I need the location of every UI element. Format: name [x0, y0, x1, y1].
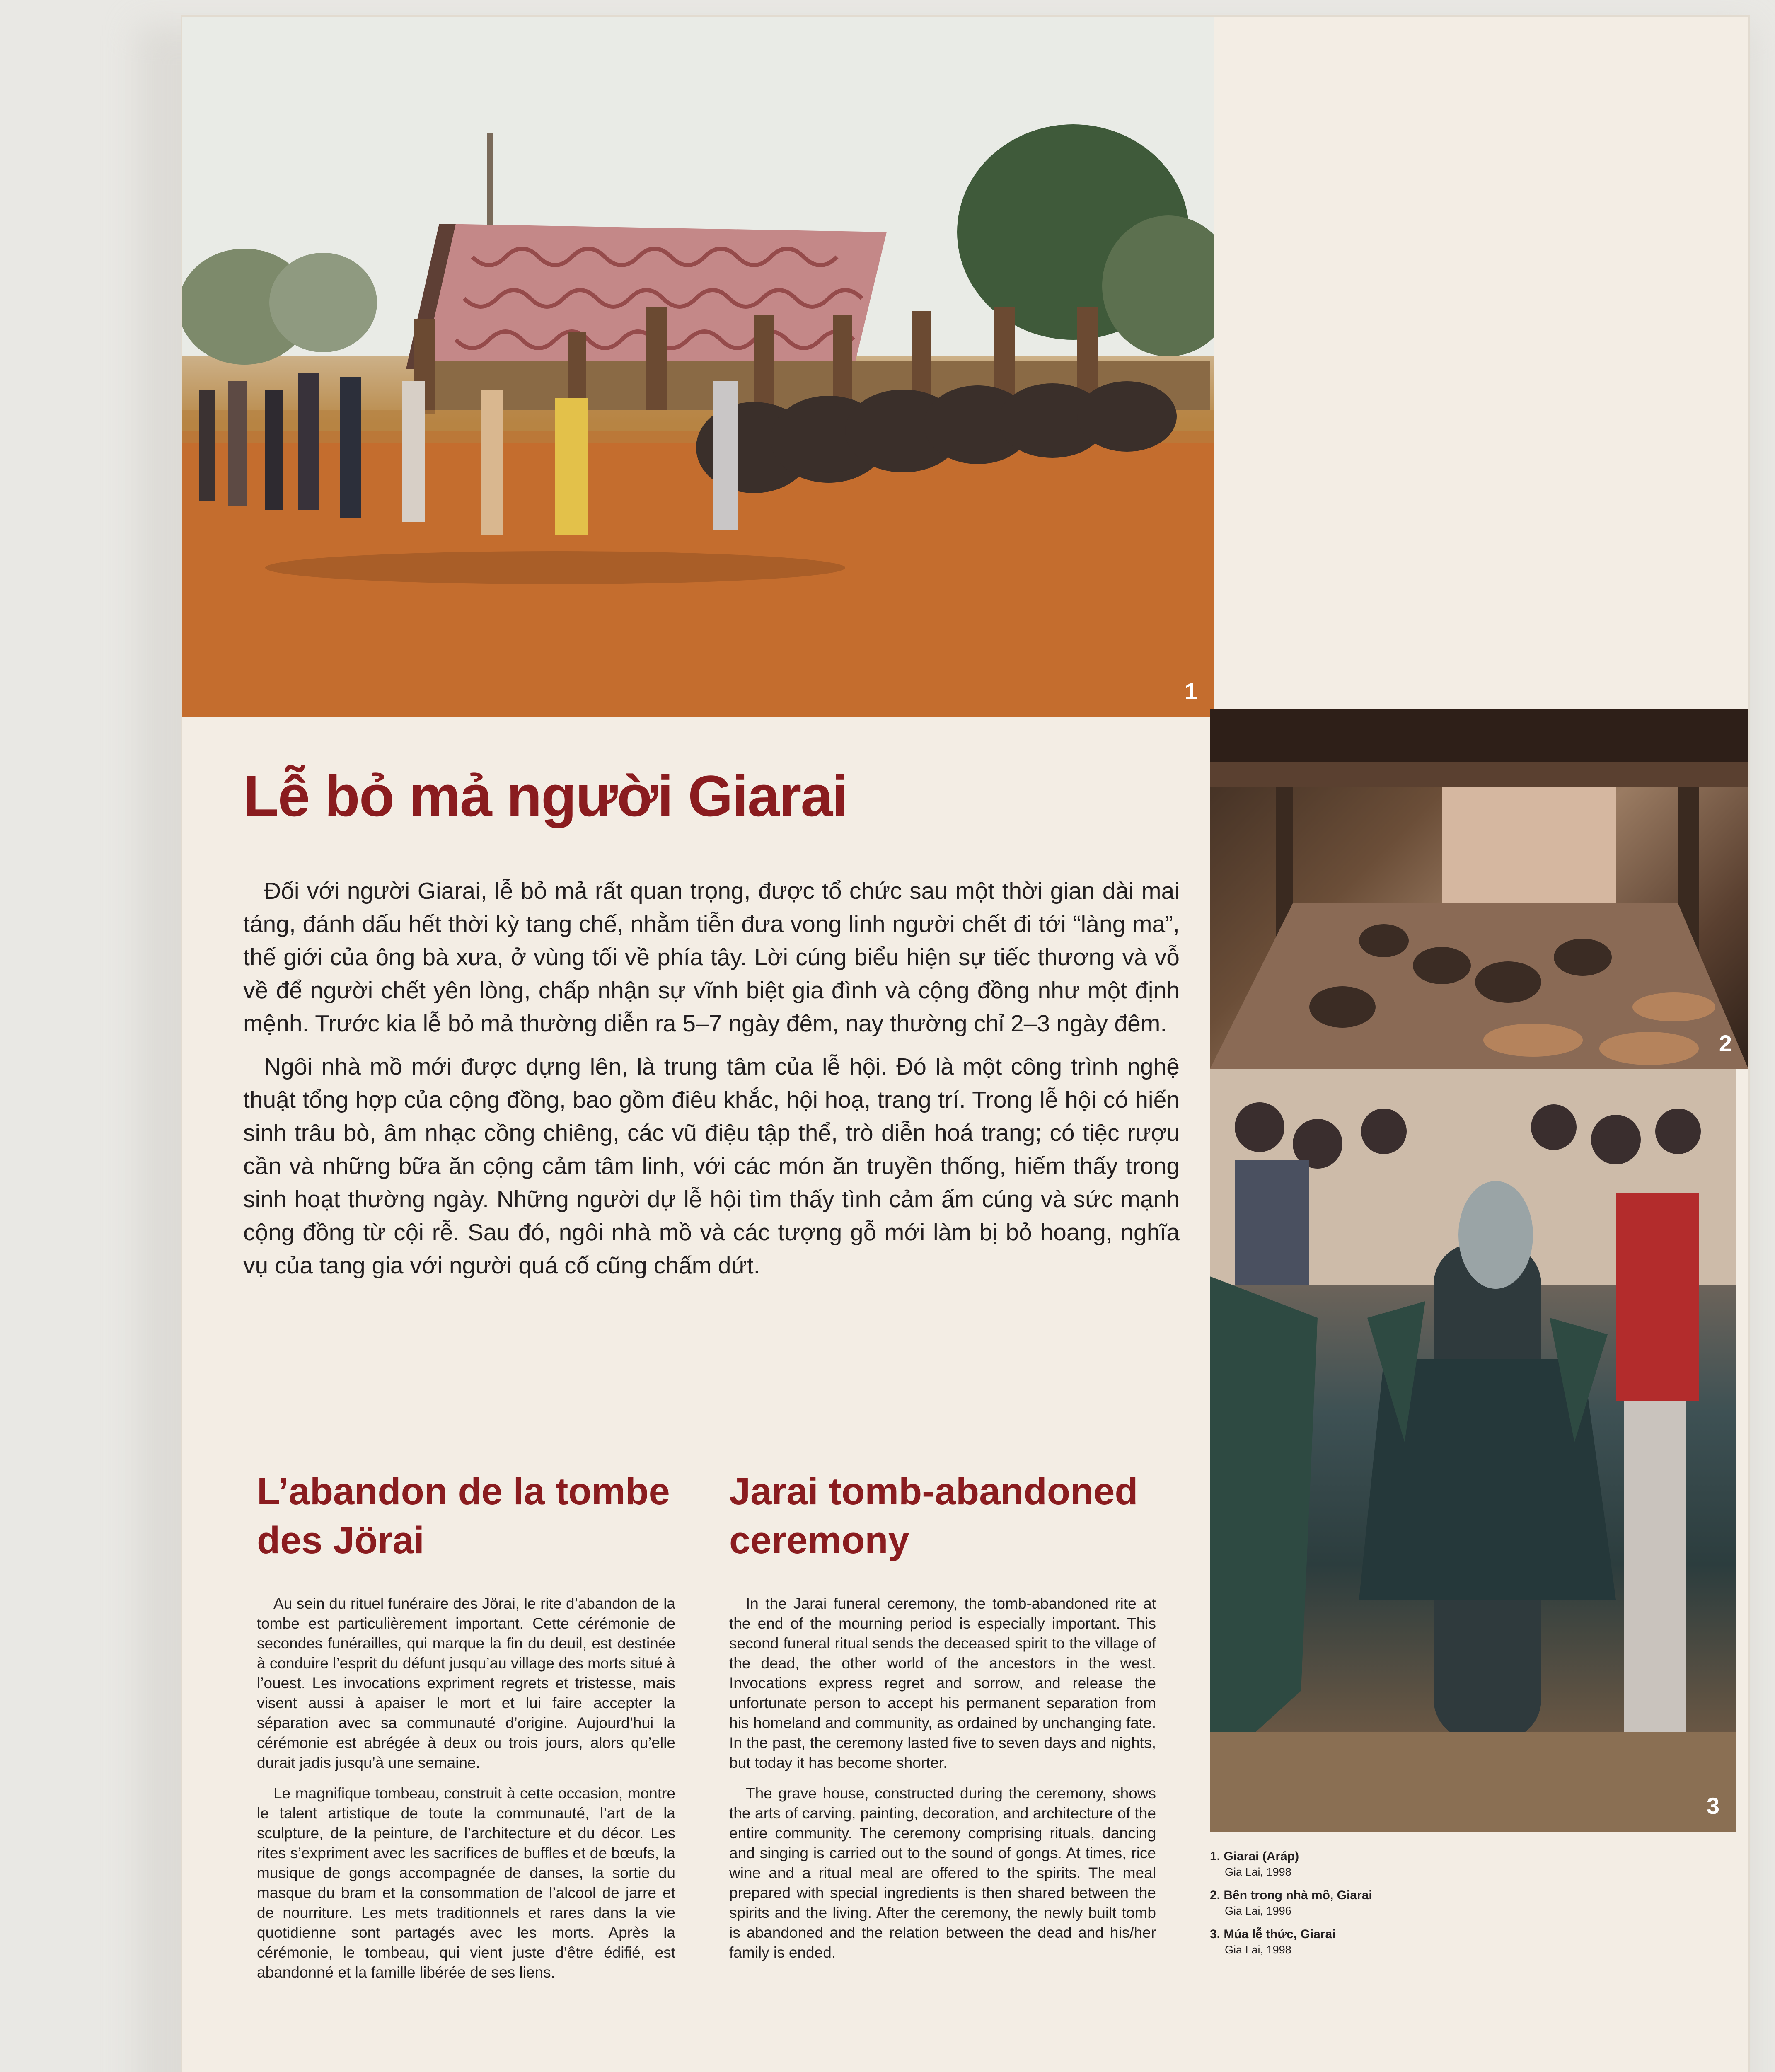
caption-title: 3. Múa lễ thức, Giarai: [1210, 1927, 1336, 1941]
title-vietnamese: Lễ bỏ mả người Giarai: [243, 763, 848, 828]
photo-number: 2: [1719, 1030, 1732, 1056]
photo-tomb-interior: [1210, 709, 1748, 1069]
photo-captions: [1210, 1848, 1707, 1965]
body-vietnamese: [243, 874, 1180, 1292]
caption-title: 2. Bên trong nhà mồ, Giarai: [1210, 1888, 1372, 1902]
paragraph-en-1: In the Jarai funeral ceremony, the tomb-abandoned rite at the end of the mourning period is especially important. This second funeral ritual sends the deceased spirit to the village of the dead, the other world of the ancestors in the west. Invocations express regret and sorrow, and release the unfortunate person to accept his permanent separation from his homeland and community, as ordained by unchanging fate. In the past, the ceremony lasted five to seven days and nights, but today it has become shorter.: [729, 1595, 1156, 1771]
caption-location: Gia Lai, 1998: [1225, 1944, 1291, 1956]
photo-tomb-interior-art: [1210, 709, 1748, 1069]
photo-number: 3: [1706, 1793, 1719, 1819]
photo-funeral-procession: [182, 17, 1214, 717]
photo-ritual-dance: [1210, 1069, 1736, 1832]
title-french: L’abandon de la tombe des Jörai: [257, 1470, 670, 1561]
title-english: Jarai tomb-abandoned ceremony: [729, 1470, 1138, 1561]
caption-2: [1210, 1887, 1707, 1918]
paragraph-fr-2: Le magnifique tombeau, construit à cette occasion, montre le talent artistique de toute la communauté, l’art de la sculpture, de la peinture, de l’architecture et du décor. Les rites s’expriment avec les sacrifices de buffles et de bœufs, la musique de gongs accompagnée de danses, la sortie du masque du bram et la consommation de l’alcool de jarre et de nourriture. Les mets traditionnels et rares dans la vie quotidienne sont partagés avec les morts. Après la cérémonie, le tombeau, qui vient juste d’être édifié, est abandonné et la famille libérée de ses liens.: [257, 1785, 675, 1981]
english-column: [729, 1467, 1156, 1973]
french-column: [257, 1467, 675, 1993]
paragraph-en-2: The grave house, constructed during the ceremony, shows the arts of carving, painting, decoration, and architecture of the entire community. The ceremony comprising rituals, dancing and singing is carried out to the sound of gongs. At times, rice wine and a ritual meal are offered to the spirits. The meal prepared with special ingredients is then shared between the spirits and the living. After the ceremony, the newly built tomb is abandoned and the relation between the dead and his/her family is ended.: [729, 1785, 1156, 1961]
paragraph-fr-1: Au sein du rituel funéraire des Jörai, le rite d’abandon de la tombe est particulièrement important. Cette cérémonie de secondes funérailles, qui marque la fin du deuil, est destinée à conduire l’esprit du défunt jusqu’au village des morts situé à l’ouest. Les invocations expriment regrets et tristesse, mais visent aussi à apaiser le mort et lui faire accepter la séparation avec sa communauté d’origine. Aujourd’hui la cérémonie est abrégée à deux ou trois jours, alors qu’elle durait jadis jusqu’à une semaine.: [257, 1595, 675, 1771]
exhibit-panel: [182, 17, 1748, 2072]
caption-3: [1210, 1926, 1707, 1957]
photo-ritual-dance-art: [1210, 1069, 1736, 1832]
caption-location: Gia Lai, 1996: [1225, 1905, 1291, 1917]
paragraph-vi-2: Ngôi nhà mồ mới được dựng lên, là trung tâm của lễ hội. Đó là một công trình nghệ thuật tổng hợp của cộng đồng, bao gồm điêu khắc, hội hoạ, trang trí. Trong lễ hội có hiến sinh trâu bò, âm nhạc cồng chiêng, các vũ điệu tập thể, trò diễn hoá trang; có tiệc rượu cần và những bữa ăn cộng cảm tâm linh, với các món ăn truyền thống, hiếm thấy trong sinh hoạt thường ngày. Những người dự lễ hội tìm thấy tình cảm ấm cúng và sức mạnh cộng đồng từ cội rễ. Sau đó, ngôi nhà mồ và các tượng gỗ mới làm bị bỏ hoang, nghĩa vụ của tang gia với người quá cố cũng chấm dứt.: [243, 1053, 1180, 1279]
caption-location: Gia Lai, 1998: [1225, 1866, 1291, 1878]
caption-title: 1. Giarai (Aráp): [1210, 1849, 1299, 1863]
paragraph-vi-1: Đối với người Giarai, lễ bỏ mả rất quan trọng, được tổ chức sau một thời gian dài mai táng, đánh dấu hết thời kỳ tang chế, nhằm tiễn đưa vong linh người chết đi tới “làng ma”, thế giới của ông bà xưa, ở vùng tối về phía tây. Lời cúng biểu hiện sự tiếc thương và vỗ về để người chết yên lòng, chấp nhận sự vĩnh biệt gia đình và cộng đồng như một định mệnh. Trước kia lễ bỏ mả thường diễn ra 5–7 ngày đêm, nay thường chỉ 2–3 ngày đêm.: [243, 878, 1180, 1037]
caption-1: [1210, 1848, 1707, 1879]
photo-number: 1: [1184, 678, 1197, 704]
body-french: [257, 1594, 675, 1982]
body-english: [729, 1594, 1156, 1963]
photo-funeral-procession-art: [182, 17, 1214, 717]
